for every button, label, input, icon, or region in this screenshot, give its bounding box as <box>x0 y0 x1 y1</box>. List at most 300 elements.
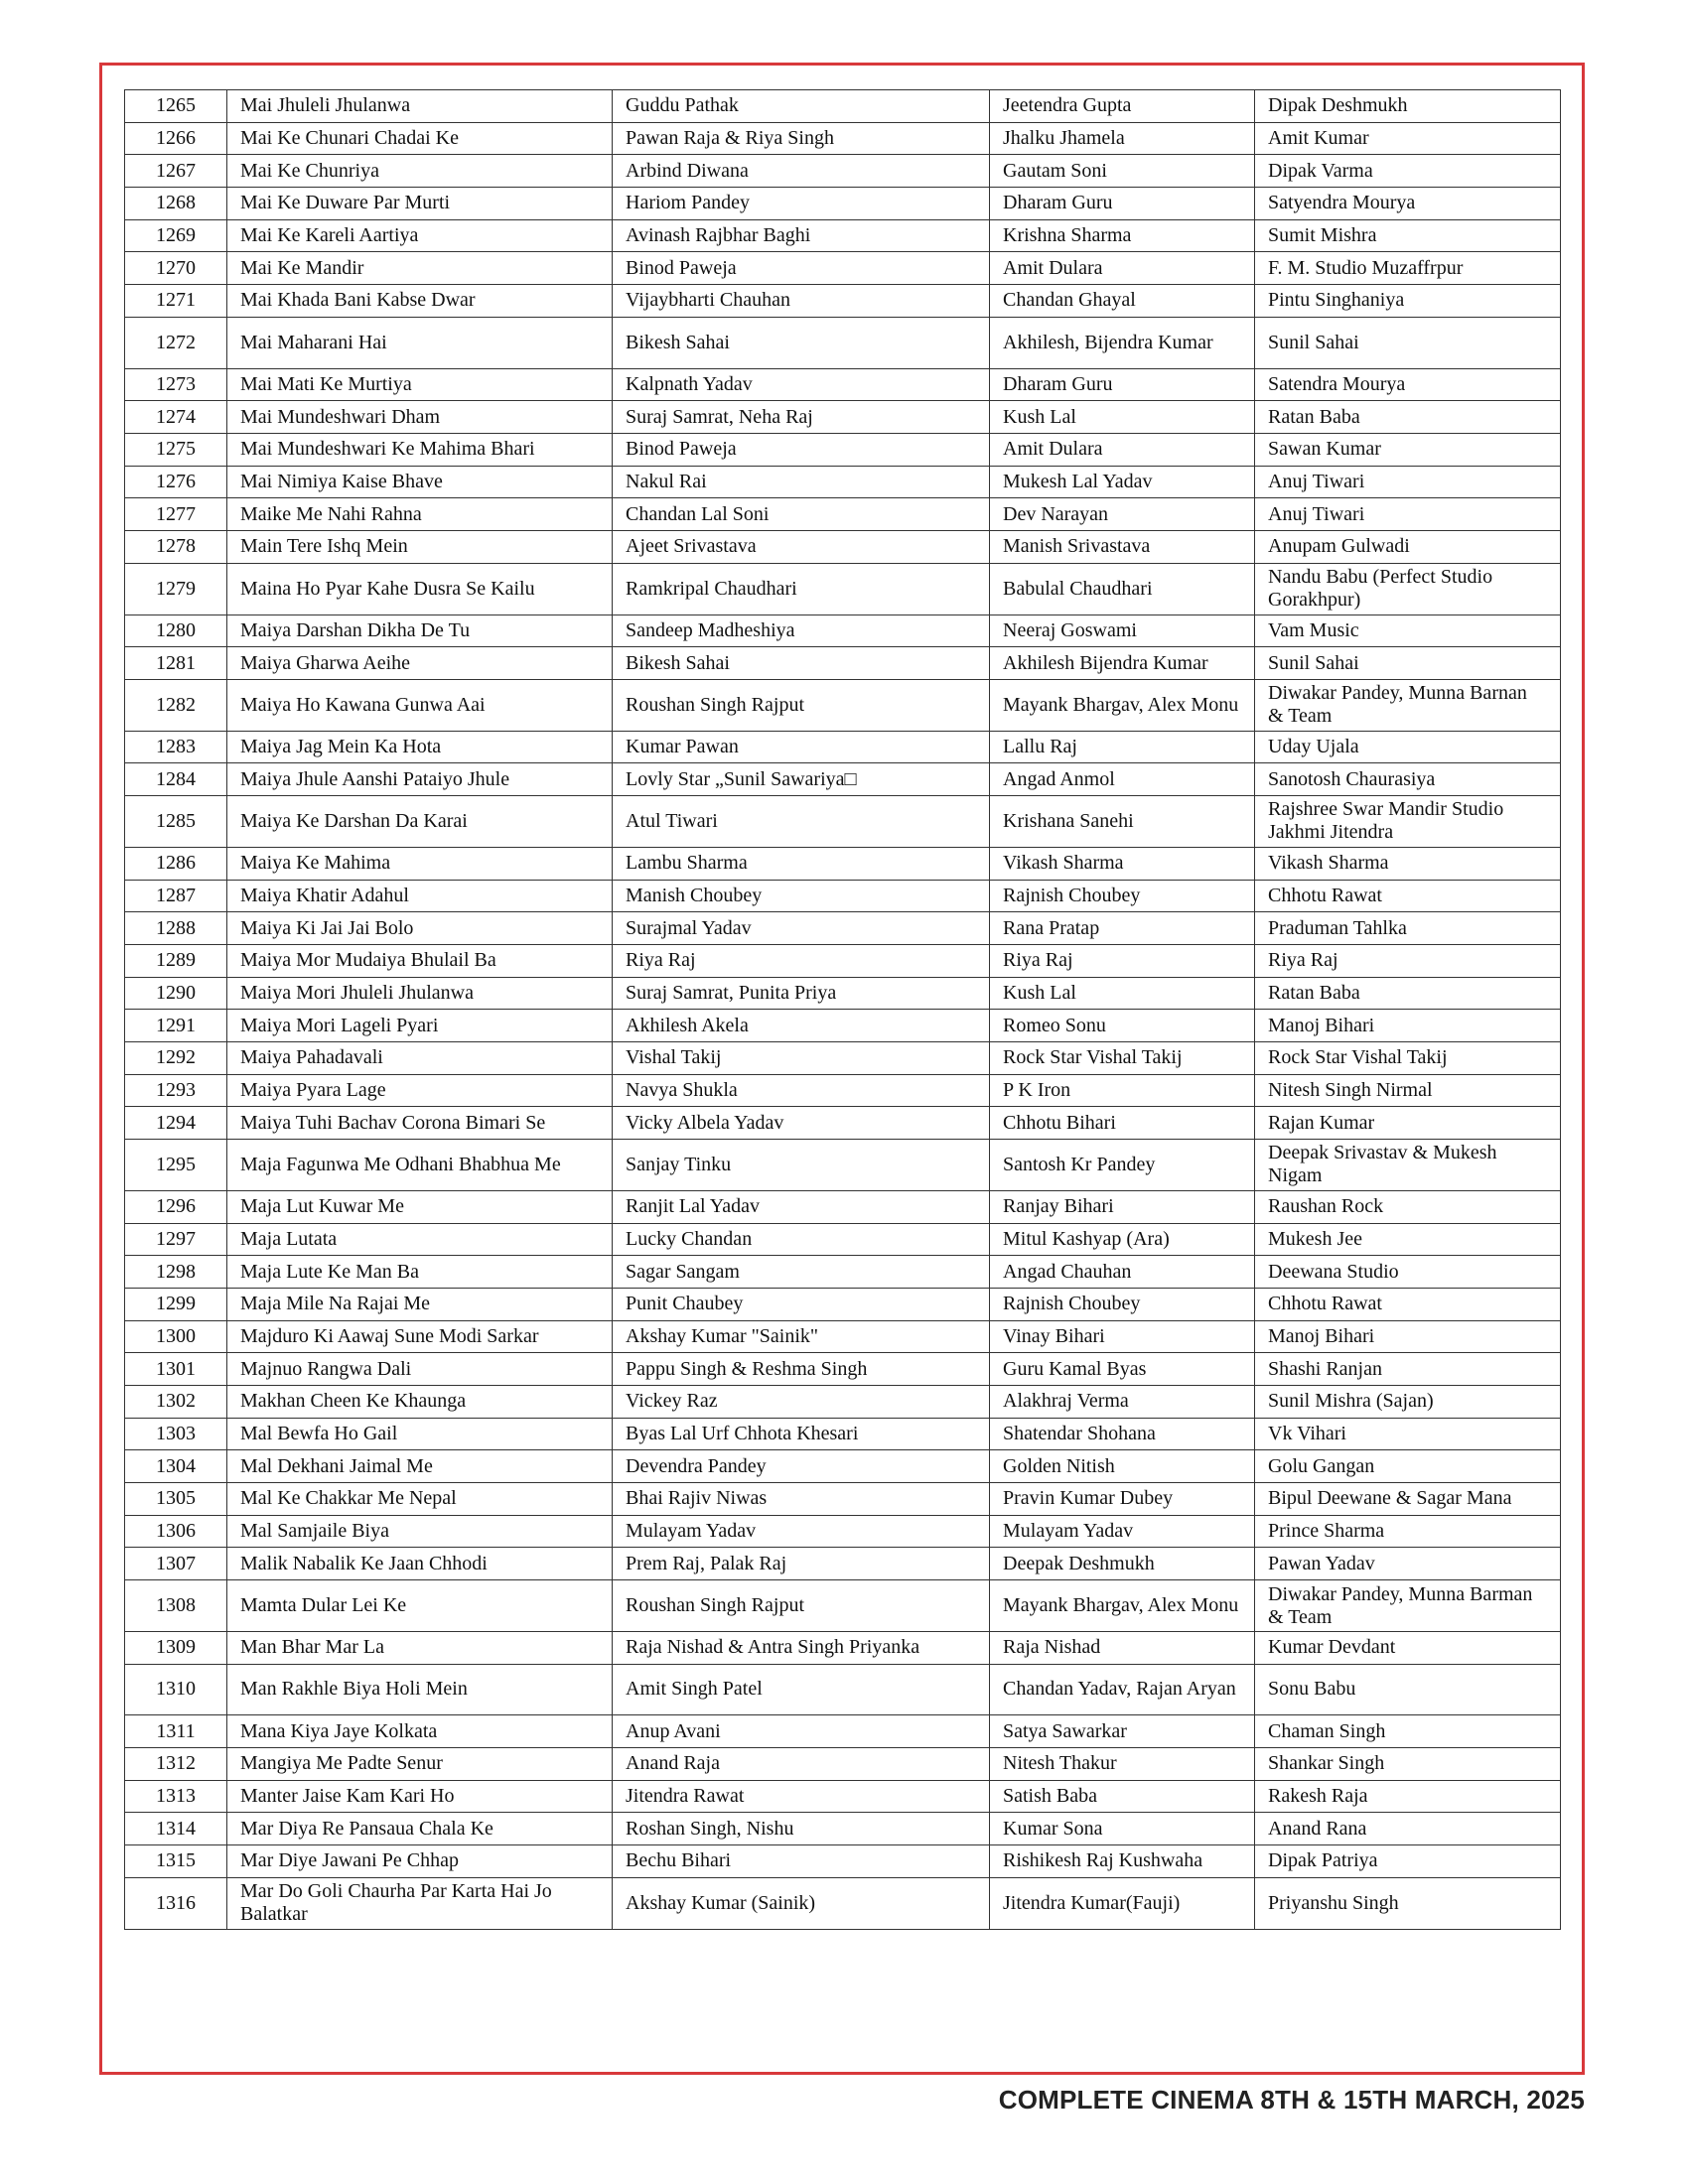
song-title-cell: Mana Kiya Jaye Kolkata <box>227 1715 613 1748</box>
lyricist-cell: Krishna Sharma <box>990 219 1255 252</box>
singer-cell: Nakul Rai <box>613 466 990 498</box>
entry-number-cell: 1279 <box>125 563 227 614</box>
table-row <box>125 1450 1561 1483</box>
song-title-cell: Mar Do Goli Chaurha Par Karta Hai Jo Balatkar <box>227 1877 613 1929</box>
entry-number-cell: 1269 <box>125 219 227 252</box>
table-row <box>125 401 1561 434</box>
singer-cell: Guddu Pathak <box>613 90 990 123</box>
singer-cell: Sandeep Madheshiya <box>613 614 990 647</box>
table-row <box>125 122 1561 155</box>
lyricist-cell: Lallu Raj <box>990 731 1255 763</box>
table-row <box>125 1190 1561 1223</box>
entry-number-cell: 1289 <box>125 944 227 977</box>
music-director-cell: Rajshree Swar Mandir Studio Jakhmi Jitendra <box>1255 796 1561 848</box>
song-title-cell: Majnuo Rangwa Dali <box>227 1353 613 1386</box>
song-title-cell: Maja Lute Ke Man Ba <box>227 1256 613 1289</box>
entry-number-cell: 1284 <box>125 763 227 796</box>
music-director-cell: Manoj Bihari <box>1255 1010 1561 1042</box>
song-title-cell: Maike Me Nahi Rahna <box>227 498 613 531</box>
table-row <box>125 252 1561 285</box>
song-title-cell: Mal Samjaile Biya <box>227 1515 613 1548</box>
song-title-cell: Maiya Ki Jai Jai Bolo <box>227 912 613 945</box>
lyricist-cell: Jhalku Jhamela <box>990 122 1255 155</box>
song-title-cell: Man Rakhle Biya Holi Mein <box>227 1664 613 1715</box>
music-director-cell: Amit Kumar <box>1255 122 1561 155</box>
entry-number-cell: 1311 <box>125 1715 227 1748</box>
entry-number-cell: 1281 <box>125 647 227 680</box>
lyricist-cell: Krishana Sanehi <box>990 796 1255 848</box>
table-row <box>125 1418 1561 1450</box>
lyricist-cell: Jeetendra Gupta <box>990 90 1255 123</box>
music-director-cell: Vikash Sharma <box>1255 847 1561 880</box>
lyricist-cell: Mukesh Lal Yadav <box>990 466 1255 498</box>
singer-cell: Sanjay Tinku <box>613 1140 990 1191</box>
table-row <box>125 1353 1561 1386</box>
singer-cell: Manish Choubey <box>613 880 990 912</box>
music-director-cell: Deepak Srivastav & Mukesh Nigam <box>1255 1140 1561 1191</box>
table-row <box>125 1223 1561 1256</box>
table-row <box>125 796 1561 848</box>
entry-number-cell: 1283 <box>125 731 227 763</box>
lyricist-cell: Neeraj Goswami <box>990 614 1255 647</box>
singer-cell: Raja Nishad & Antra Singh Priyanka <box>613 1631 990 1664</box>
lyricist-cell: Akhilesh Bijendra Kumar <box>990 647 1255 680</box>
music-director-cell: Dipak Patriya <box>1255 1845 1561 1878</box>
table-row <box>125 1813 1561 1845</box>
lyricist-cell: Ranjay Bihari <box>990 1190 1255 1223</box>
singer-cell: Avinash Rajbhar Baghi <box>613 219 990 252</box>
entry-number-cell: 1315 <box>125 1845 227 1878</box>
singer-cell: Jitendra Rawat <box>613 1780 990 1813</box>
song-title-cell: Maiya Pahadavali <box>227 1042 613 1075</box>
song-title-cell: Maiya Ho Kawana Gunwa Aai <box>227 679 613 731</box>
table-row <box>125 1042 1561 1075</box>
entry-number-cell: 1306 <box>125 1515 227 1548</box>
table-row <box>125 531 1561 564</box>
song-title-cell: Mai Ke Chunriya <box>227 155 613 188</box>
music-director-cell: Shashi Ranjan <box>1255 1353 1561 1386</box>
table-row <box>125 317 1561 368</box>
singer-cell: Devendra Pandey <box>613 1450 990 1483</box>
singer-cell: Suraj Samrat, Punita Priya <box>613 977 990 1010</box>
singer-cell: Atul Tiwari <box>613 796 990 848</box>
table-row <box>125 285 1561 318</box>
singer-cell: Ajeet Srivastava <box>613 531 990 564</box>
music-director-cell: Diwakar Pandey, Munna Barman & Team <box>1255 1580 1561 1632</box>
entry-number-cell: 1304 <box>125 1450 227 1483</box>
singer-cell: Binod Paweja <box>613 433 990 466</box>
table-row <box>125 563 1561 614</box>
music-director-cell: Vk Vihari <box>1255 1418 1561 1450</box>
lyricist-cell: Vinay Bihari <box>990 1320 1255 1353</box>
singer-cell: Arbind Diwana <box>613 155 990 188</box>
entry-number-cell: 1274 <box>125 401 227 434</box>
song-title-cell: Maiya Mori Lageli Pyari <box>227 1010 613 1042</box>
singer-cell: Vickey Raz <box>613 1385 990 1418</box>
singer-cell: Bechu Bihari <box>613 1845 990 1878</box>
lyricist-cell: Manish Srivastava <box>990 531 1255 564</box>
singer-cell: Akshay Kumar (Sainik) <box>613 1877 990 1929</box>
song-title-cell: Majduro Ki Aawaj Sune Modi Sarkar <box>227 1320 613 1353</box>
song-title-cell: Mai Ke Kareli Aartiya <box>227 219 613 252</box>
lyricist-cell: Dharam Guru <box>990 368 1255 401</box>
table-row <box>125 188 1561 220</box>
table-row <box>125 155 1561 188</box>
music-director-cell: Vam Music <box>1255 614 1561 647</box>
singer-cell: Akhilesh Akela <box>613 1010 990 1042</box>
singer-cell: Navya Shukla <box>613 1074 990 1107</box>
entry-number-cell: 1312 <box>125 1748 227 1781</box>
song-title-cell: Mal Dekhani Jaimal Me <box>227 1450 613 1483</box>
music-director-cell: Anuj Tiwari <box>1255 498 1561 531</box>
entry-number-cell: 1314 <box>125 1813 227 1845</box>
table-row <box>125 679 1561 731</box>
song-title-cell: Maiya Jhule Aanshi Pataiyo Jhule <box>227 763 613 796</box>
singer-cell: Binod Paweja <box>613 252 990 285</box>
table-row <box>125 433 1561 466</box>
table-row <box>125 219 1561 252</box>
music-director-cell: Sonu Babu <box>1255 1664 1561 1715</box>
lyricist-cell: Angad Anmol <box>990 763 1255 796</box>
table-row <box>125 1256 1561 1289</box>
song-title-cell: Mal Ke Chakkar Me Nepal <box>227 1483 613 1516</box>
entry-number-cell: 1288 <box>125 912 227 945</box>
lyricist-cell: Shatendar Shohana <box>990 1418 1255 1450</box>
entry-number-cell: 1268 <box>125 188 227 220</box>
music-director-cell: Priyanshu Singh <box>1255 1877 1561 1929</box>
entry-number-cell: 1313 <box>125 1780 227 1813</box>
music-director-cell: Sunil Mishra (Sajan) <box>1255 1385 1561 1418</box>
lyricist-cell: Raja Nishad <box>990 1631 1255 1664</box>
table-row <box>125 847 1561 880</box>
music-director-cell: Prince Sharma <box>1255 1515 1561 1548</box>
singer-cell: Suraj Samrat, Neha Raj <box>613 401 990 434</box>
lyricist-cell: Rock Star Vishal Takij <box>990 1042 1255 1075</box>
entry-number-cell: 1272 <box>125 317 227 368</box>
entry-number-cell: 1280 <box>125 614 227 647</box>
lyricist-cell: Romeo Sonu <box>990 1010 1255 1042</box>
song-title-cell: Mai Khada Bani Kabse Dwar <box>227 285 613 318</box>
song-title-cell: Main Tere Ishq Mein <box>227 531 613 564</box>
music-director-cell: Riya Raj <box>1255 944 1561 977</box>
song-title-cell: Mai Ke Chunari Chadai Ke <box>227 122 613 155</box>
entry-number-cell: 1299 <box>125 1288 227 1320</box>
table-row <box>125 1010 1561 1042</box>
song-title-cell: Mai Mundeshwari Ke Mahima Bhari <box>227 433 613 466</box>
table-row <box>125 912 1561 945</box>
footer-publication-date: COMPLETE CINEMA 8TH & 15TH MARCH, 2025 <box>998 2085 1585 2115</box>
table-row <box>125 977 1561 1010</box>
table-row <box>125 647 1561 680</box>
song-title-cell: Maja Mile Na Rajai Me <box>227 1288 613 1320</box>
song-title-cell: Maiya Jag Mein Ka Hota <box>227 731 613 763</box>
singer-cell: Roushan Singh Rajput <box>613 679 990 731</box>
lyricist-cell: P K Iron <box>990 1074 1255 1107</box>
music-director-cell: F. M. Studio Muzaffrpur <box>1255 252 1561 285</box>
singer-cell: Chandan Lal Soni <box>613 498 990 531</box>
music-director-cell: Nandu Babu (Perfect Studio Gorakhpur) <box>1255 563 1561 614</box>
song-title-cell: Man Bhar Mar La <box>227 1631 613 1664</box>
entry-number-cell: 1297 <box>125 1223 227 1256</box>
song-title-cell: Maja Fagunwa Me Odhani Bhabhua Me <box>227 1140 613 1191</box>
lyricist-cell: Kush Lal <box>990 977 1255 1010</box>
lyricist-cell: Rishikesh Raj Kushwaha <box>990 1845 1255 1878</box>
table-row <box>125 1548 1561 1580</box>
table-row <box>125 1877 1561 1929</box>
music-director-cell: Raushan Rock <box>1255 1190 1561 1223</box>
song-title-cell: Maiya Gharwa Aeihe <box>227 647 613 680</box>
music-director-cell: Chaman Singh <box>1255 1715 1561 1748</box>
singer-cell: Lovly Star „Sunil Sawariya□ <box>613 763 990 796</box>
lyricist-cell: Chandan Ghayal <box>990 285 1255 318</box>
entry-number-cell: 1271 <box>125 285 227 318</box>
table-row <box>125 1715 1561 1748</box>
lyricist-cell: Jitendra Kumar(Fauji) <box>990 1877 1255 1929</box>
music-director-cell: Rakesh Raja <box>1255 1780 1561 1813</box>
entry-number-cell: 1292 <box>125 1042 227 1075</box>
singer-cell: Mulayam Yadav <box>613 1515 990 1548</box>
lyricist-cell: Dev Narayan <box>990 498 1255 531</box>
entry-number-cell: 1294 <box>125 1107 227 1140</box>
music-director-cell: Deewana Studio <box>1255 1256 1561 1289</box>
singer-cell: Lambu Sharma <box>613 847 990 880</box>
entry-number-cell: 1300 <box>125 1320 227 1353</box>
table-row <box>125 90 1561 123</box>
music-director-cell: Dipak Deshmukh <box>1255 90 1561 123</box>
lyricist-cell: Gautam Soni <box>990 155 1255 188</box>
music-director-cell: Manoj Bihari <box>1255 1320 1561 1353</box>
music-director-cell: Bipul Deewane & Sagar Mana <box>1255 1483 1561 1516</box>
entry-number-cell: 1270 <box>125 252 227 285</box>
singer-cell: Punit Chaubey <box>613 1288 990 1320</box>
singer-cell: Kumar Pawan <box>613 731 990 763</box>
table-row <box>125 1320 1561 1353</box>
lyricist-cell: Chhotu Bihari <box>990 1107 1255 1140</box>
table-row <box>125 368 1561 401</box>
music-director-cell: Sanotosh Chaurasiya <box>1255 763 1561 796</box>
entry-number-cell: 1302 <box>125 1385 227 1418</box>
song-title-cell: Mai Ke Mandir <box>227 252 613 285</box>
lyricist-cell: Amit Dulara <box>990 252 1255 285</box>
music-director-cell: Anand Rana <box>1255 1813 1561 1845</box>
entry-number-cell: 1303 <box>125 1418 227 1450</box>
music-director-cell: Anupam Gulwadi <box>1255 531 1561 564</box>
singer-cell: Pawan Raja & Riya Singh <box>613 122 990 155</box>
entry-number-cell: 1310 <box>125 1664 227 1715</box>
singer-cell: Vicky Albela Yadav <box>613 1107 990 1140</box>
music-director-cell: Sunil Sahai <box>1255 647 1561 680</box>
song-title-cell: Maiya Ke Darshan Da Karai <box>227 796 613 848</box>
music-director-cell: Satyendra Mourya <box>1255 188 1561 220</box>
singer-cell: Riya Raj <box>613 944 990 977</box>
table-row <box>125 1845 1561 1878</box>
table-row <box>125 1664 1561 1715</box>
table-row <box>125 1140 1561 1191</box>
entry-number-cell: 1287 <box>125 880 227 912</box>
singer-cell: Bikesh Sahai <box>613 317 990 368</box>
singer-cell: Roushan Singh Rajput <box>613 1580 990 1632</box>
entry-number-cell: 1278 <box>125 531 227 564</box>
entry-number-cell: 1316 <box>125 1877 227 1929</box>
entry-number-cell: 1295 <box>125 1140 227 1191</box>
entry-number-cell: 1296 <box>125 1190 227 1223</box>
lyricist-cell: Akhilesh, Bijendra Kumar <box>990 317 1255 368</box>
lyricist-cell: Mitul Kashyap (Ara) <box>990 1223 1255 1256</box>
singer-cell: Byas Lal Urf Chhota Khesari <box>613 1418 990 1450</box>
singer-cell: Akshay Kumar "Sainik" <box>613 1320 990 1353</box>
table-row <box>125 498 1561 531</box>
entry-number-cell: 1309 <box>125 1631 227 1664</box>
song-title-cell: Mar Diye Jawani Pe Chhap <box>227 1845 613 1878</box>
song-title-cell: Maina Ho Pyar Kahe Dusra Se Kailu <box>227 563 613 614</box>
song-credits-table <box>124 89 1561 1930</box>
singer-cell: Bikesh Sahai <box>613 647 990 680</box>
music-director-cell: Chhotu Rawat <box>1255 1288 1561 1320</box>
song-title-cell: Mamta Dular Lei Ke <box>227 1580 613 1632</box>
music-director-cell: Shankar Singh <box>1255 1748 1561 1781</box>
song-title-cell: Maiya Mori Jhuleli Jhulanwa <box>227 977 613 1010</box>
song-title-cell: Manter Jaise Kam Kari Ho <box>227 1780 613 1813</box>
song-title-cell: Mal Bewfa Ho Gail <box>227 1418 613 1450</box>
entry-number-cell: 1307 <box>125 1548 227 1580</box>
singer-cell: Kalpnath Yadav <box>613 368 990 401</box>
lyricist-cell: Guru Kamal Byas <box>990 1353 1255 1386</box>
lyricist-cell: Rajnish Choubey <box>990 1288 1255 1320</box>
song-title-cell: Mai Nimiya Kaise Bhave <box>227 466 613 498</box>
entry-number-cell: 1285 <box>125 796 227 848</box>
music-director-cell: Praduman Tahlka <box>1255 912 1561 945</box>
music-director-cell: Satendra Mourya <box>1255 368 1561 401</box>
singer-cell: Vijaybharti Chauhan <box>613 285 990 318</box>
table-row <box>125 1288 1561 1320</box>
singer-cell: Sagar Sangam <box>613 1256 990 1289</box>
singer-cell: Bhai Rajiv Niwas <box>613 1483 990 1516</box>
song-title-cell: Mai Jhuleli Jhulanwa <box>227 90 613 123</box>
lyricist-cell: Deepak Deshmukh <box>990 1548 1255 1580</box>
singer-cell: Prem Raj, Palak Raj <box>613 1548 990 1580</box>
song-title-cell: Maiya Mor Mudaiya Bhulail Ba <box>227 944 613 977</box>
lyricist-cell: Mulayam Yadav <box>990 1515 1255 1548</box>
lyricist-cell: Satya Sawarkar <box>990 1715 1255 1748</box>
lyricist-cell: Kumar Sona <box>990 1813 1255 1845</box>
entry-number-cell: 1277 <box>125 498 227 531</box>
entry-number-cell: 1266 <box>125 122 227 155</box>
music-director-cell: Pintu Singhaniya <box>1255 285 1561 318</box>
music-director-cell: Sunil Sahai <box>1255 317 1561 368</box>
table-row <box>125 731 1561 763</box>
lyricist-cell: Satish Baba <box>990 1780 1255 1813</box>
table-row <box>125 1780 1561 1813</box>
entry-number-cell: 1301 <box>125 1353 227 1386</box>
song-title-cell: Mai Ke Duware Par Murti <box>227 188 613 220</box>
entry-number-cell: 1290 <box>125 977 227 1010</box>
lyricist-cell: Kush Lal <box>990 401 1255 434</box>
music-director-cell: Anuj Tiwari <box>1255 466 1561 498</box>
singer-cell: Roshan Singh, Nishu <box>613 1813 990 1845</box>
lyricist-cell: Mayank Bhargav, Alex Monu <box>990 1580 1255 1632</box>
lyricist-cell: Alakhraj Verma <box>990 1385 1255 1418</box>
entry-number-cell: 1282 <box>125 679 227 731</box>
lyricist-cell: Riya Raj <box>990 944 1255 977</box>
singer-cell: Lucky Chandan <box>613 1223 990 1256</box>
singer-cell: Surajmal Yadav <box>613 912 990 945</box>
music-director-cell: Pawan Yadav <box>1255 1548 1561 1580</box>
table-row <box>125 1107 1561 1140</box>
singer-cell: Vishal Takij <box>613 1042 990 1075</box>
lyricist-cell: Angad Chauhan <box>990 1256 1255 1289</box>
entry-number-cell: 1308 <box>125 1580 227 1632</box>
table-row <box>125 1074 1561 1107</box>
entry-number-cell: 1293 <box>125 1074 227 1107</box>
song-title-cell: Maiya Khatir Adahul <box>227 880 613 912</box>
lyricist-cell: Mayank Bhargav, Alex Monu <box>990 679 1255 731</box>
table-row <box>125 880 1561 912</box>
table-row <box>125 1515 1561 1548</box>
song-title-cell: Maiya Darshan Dikha De Tu <box>227 614 613 647</box>
song-title-cell: Maja Lut Kuwar Me <box>227 1190 613 1223</box>
entry-number-cell: 1275 <box>125 433 227 466</box>
singer-cell: Anup Avani <box>613 1715 990 1748</box>
song-title-cell: Makhan Cheen Ke Khaunga <box>227 1385 613 1418</box>
song-title-cell: Maiya Pyara Lage <box>227 1074 613 1107</box>
song-title-cell: Malik Nabalik Ke Jaan Chhodi <box>227 1548 613 1580</box>
music-director-cell: Nitesh Singh Nirmal <box>1255 1074 1561 1107</box>
music-director-cell: Ratan Baba <box>1255 977 1561 1010</box>
music-director-cell: Mukesh Jee <box>1255 1223 1561 1256</box>
music-director-cell: Chhotu Rawat <box>1255 880 1561 912</box>
music-director-cell: Uday Ujala <box>1255 731 1561 763</box>
lyricist-cell: Vikash Sharma <box>990 847 1255 880</box>
music-director-cell: Sawan Kumar <box>1255 433 1561 466</box>
lyricist-cell: Chandan Yadav, Rajan Aryan <box>990 1664 1255 1715</box>
singer-cell: Amit Singh Patel <box>613 1664 990 1715</box>
table-row <box>125 1580 1561 1632</box>
music-director-cell: Rock Star Vishal Takij <box>1255 1042 1561 1075</box>
song-title-cell: Maiya Tuhi Bachav Corona Bimari Se <box>227 1107 613 1140</box>
song-title-cell: Maja Lutata <box>227 1223 613 1256</box>
singer-cell: Anand Raja <box>613 1748 990 1781</box>
table-row <box>125 1631 1561 1664</box>
singer-cell: Hariom Pandey <box>613 188 990 220</box>
table-row <box>125 466 1561 498</box>
entry-number-cell: 1265 <box>125 90 227 123</box>
lyricist-cell: Golden Nitish <box>990 1450 1255 1483</box>
music-director-cell: Rajan Kumar <box>1255 1107 1561 1140</box>
music-director-cell: Diwakar Pandey, Munna Barnan & Team <box>1255 679 1561 731</box>
table-row <box>125 944 1561 977</box>
table-row <box>125 614 1561 647</box>
lyricist-cell: Nitesh Thakur <box>990 1748 1255 1781</box>
lyricist-cell: Pravin Kumar Dubey <box>990 1483 1255 1516</box>
singer-cell: Ranjit Lal Yadav <box>613 1190 990 1223</box>
table-row <box>125 763 1561 796</box>
table-row <box>125 1483 1561 1516</box>
entry-number-cell: 1298 <box>125 1256 227 1289</box>
lyricist-cell: Dharam Guru <box>990 188 1255 220</box>
entry-number-cell: 1276 <box>125 466 227 498</box>
entry-number-cell: 1267 <box>125 155 227 188</box>
table-row <box>125 1385 1561 1418</box>
music-director-cell: Golu Gangan <box>1255 1450 1561 1483</box>
entry-number-cell: 1291 <box>125 1010 227 1042</box>
entry-number-cell: 1273 <box>125 368 227 401</box>
music-director-cell: Sumit Mishra <box>1255 219 1561 252</box>
song-title-cell: Mangiya Me Padte Senur <box>227 1748 613 1781</box>
lyricist-cell: Rajnish Choubey <box>990 880 1255 912</box>
song-title-cell: Maiya Ke Mahima <box>227 847 613 880</box>
song-title-cell: Mai Maharani Hai <box>227 317 613 368</box>
lyricist-cell: Santosh Kr Pandey <box>990 1140 1255 1191</box>
